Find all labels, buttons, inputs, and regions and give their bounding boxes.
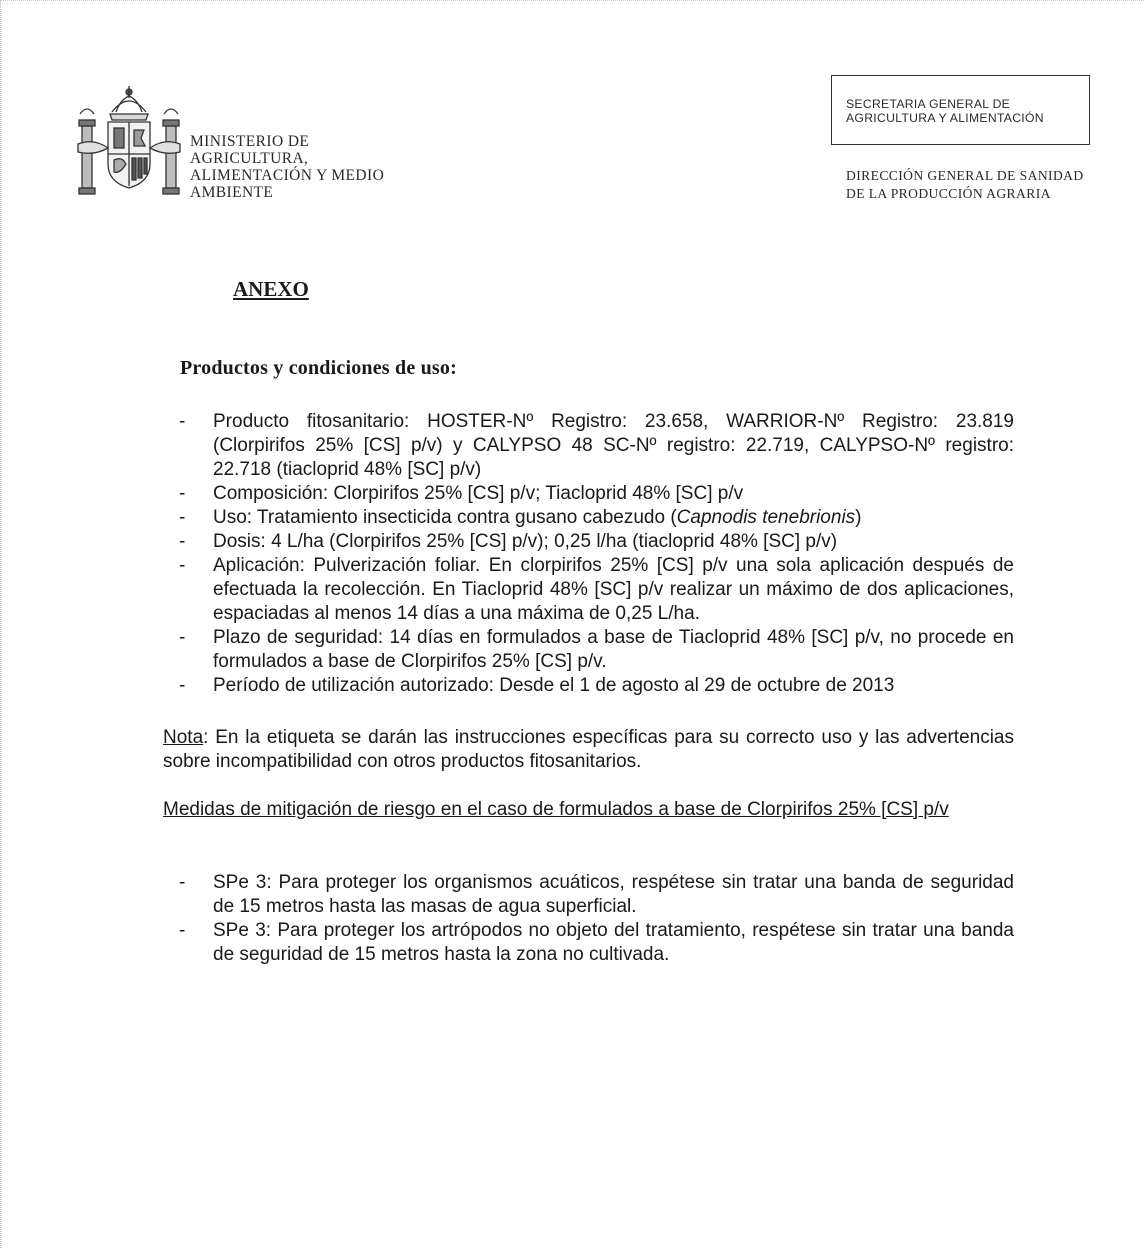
section-subtitle: Productos y condiciones de uso: — [180, 357, 457, 379]
list-item — [179, 410, 1014, 482]
ministry-line-4: AMBIENTE — [190, 184, 274, 201]
direccion-general — [846, 167, 1084, 203]
item-text: Uso: Tratamiento insecticida contra gusano cabezudo ( — [213, 507, 677, 528]
note-paragraph — [163, 726, 1014, 774]
list-item — [179, 554, 1014, 626]
ministry-line-2: AGRICULTURA, — [190, 150, 309, 167]
annex-title: ANEXO — [233, 277, 309, 301]
item-text: SPe 3: Para proteger los organismos acuáticos, respétese sin tratar una banda de seguridad de 15 metros hasta las masas de agua superficial. — [213, 872, 1014, 917]
mitigation-list — [179, 871, 1014, 967]
item-text: Aplicación: Pulverización foliar. En clorpirifos 25% [CS] p/v una sola aplicación después de efectuada la recolección. En Tiacloprid 48% [SC] p/v realizar un máximo de dos aplicaciones, espaciadas al menos 14 días a una máxima de 0,25 L/ha. — [213, 555, 1014, 624]
ministry-line-3: ALIMENTACIÓN Y MEDIO — [190, 167, 385, 184]
item-text: Producto fitosanitario: HOSTER-Nº Registro: 23.658, WARRIOR-Nº Registro: 23.819 (Clorpirifos 25% [CS] p/v) y CALYPSO 48 SC-Nº registro: 22.719, CALYPSO-Nº registro: 22.718 (tiacloprid 48% [SC] p/v) — [213, 411, 1014, 480]
secretaria-line-1: SECRETARIA GENERAL DE — [846, 97, 1011, 111]
ministry-name — [190, 133, 384, 201]
scan-edge-left — [0, 0, 3, 1248]
list-item — [179, 919, 1014, 967]
scan-edge-top — [0, 0, 1144, 3]
item-text: Dosis: 4 L/ha (Clorpirifos 25% [CS] p/v); 0,25 l/ha (tiacloprid 48% [SC] p/v) — [213, 531, 838, 552]
conditions-list — [179, 410, 1014, 698]
list-dash: - — [179, 627, 186, 648]
direccion-line-1: DIRECCIÓN GENERAL DE SANIDAD — [846, 168, 1084, 183]
list-dash: - — [179, 531, 186, 552]
list-dash: - — [179, 872, 186, 893]
note-text: : En la etiqueta se darán las instrucciones específicas para su correcto uso y las advertencias sobre incompatibilidad con otros productos fitosanitarios. — [163, 727, 1014, 772]
mitigation-heading: Medidas de mitigación de riesgo en el caso de formulados a base de Clorpirifos 25% [CS] p/v — [163, 799, 949, 820]
list-item — [179, 506, 1014, 530]
list-dash: - — [179, 483, 186, 504]
list-item — [179, 626, 1014, 674]
coat-of-arms-icon — [74, 82, 184, 206]
list-dash: - — [179, 675, 186, 696]
item-text: Plazo de seguridad: 14 días en formulados a base de Tiacloprid 48% [SC] p/v, no procede en formulados a base de Clorpirifos 25% [CS] p/v. — [213, 627, 1014, 672]
note-label: Nota — [163, 727, 204, 748]
item-text: Período de utilización autorizado: Desde el 1 de agosto al 29 de octubre de 2013 — [213, 675, 895, 696]
list-dash: - — [179, 507, 186, 528]
secretaria-box — [831, 75, 1090, 145]
secretaria-line-2: AGRICULTURA Y ALIMENTACIÓN — [846, 111, 1044, 125]
species-name: Capnodis tenebrionis — [676, 507, 856, 528]
list-item — [179, 871, 1014, 919]
item-text: Composición: Clorpirifos 25% [CS] p/v; Tiacloprid 48% [SC] p/v — [213, 483, 744, 504]
list-dash: - — [179, 555, 186, 576]
direccion-line-2: DE LA PRODUCCIÓN AGRARIA — [846, 186, 1051, 201]
item-text: SPe 3: Para proteger los artrópodos no objeto del tratamiento, respétese sin tratar una banda de seguridad de 15 metros hasta la zona no cultivada. — [213, 920, 1014, 965]
item-text-end: ) — [855, 507, 862, 528]
ministry-line-1: MINISTERIO DE — [190, 133, 310, 150]
list-dash: - — [179, 920, 186, 941]
list-item — [179, 482, 1014, 506]
list-dash: - — [179, 411, 186, 432]
list-item — [179, 530, 1014, 554]
list-item — [179, 674, 1014, 698]
